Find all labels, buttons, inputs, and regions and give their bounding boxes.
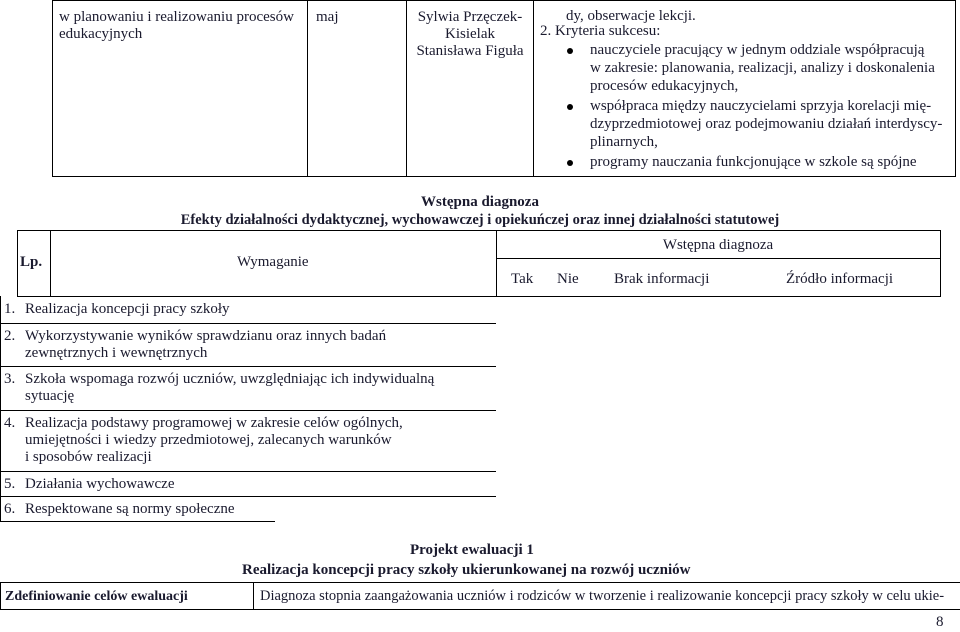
- person-line-1: Sylwia Przęczek-: [417, 9, 523, 25]
- project-title: Projekt ewaluacji 1: [410, 542, 534, 558]
- area-line-2: edukacyjnych: [59, 26, 143, 42]
- bullet-dot: [567, 104, 573, 110]
- header-lp: Lp.: [20, 254, 43, 270]
- row-number: 5.: [4, 476, 16, 492]
- row-number: 4.: [4, 415, 16, 431]
- row-text: i sposobów realizacji: [25, 449, 152, 465]
- row-number: 2.: [4, 328, 16, 344]
- project-goal-value: Diagnoza stopnia zaangażowania uczniów i rodziców w tworzenie i realizowanie koncepcji pracy szkoły w celu ukie-: [260, 588, 945, 604]
- bullet-1-line-2: w zakresie: planowania, realizacji, analizy i doskonalenia: [590, 60, 935, 76]
- row-text: sytuację: [25, 388, 75, 404]
- row-text: zewnętrznych i wewnętrznych: [25, 345, 208, 361]
- header-group: Wstępna diagnoza: [662, 237, 774, 253]
- area-line-1: w planowaniu i realizowaniu procesów: [59, 9, 294, 25]
- diagnosis-title: Wstępna diagnoza: [421, 194, 539, 210]
- header-source: Źródło informacji: [786, 271, 894, 287]
- person-line-3: Stanisława Figuła: [416, 43, 524, 59]
- row-text: Wykorzystywanie wyników sprawdzianu oraz innych badań: [25, 328, 387, 344]
- criteria-heading: 2. Kryteria sukcesu:: [540, 23, 661, 39]
- project-goal-label: Zdefiniowanie celów ewaluacji: [5, 589, 188, 604]
- page-number: 8: [936, 614, 944, 630]
- row-text: umiejętności i wiedzy przedmiotowej, zalecanych warunków: [25, 432, 392, 448]
- detail-first-line: dy, obserwacje lekcji.: [566, 8, 696, 24]
- bullet-1-line-3: procesów edukacyjnych,: [590, 78, 739, 94]
- month-cell: maj: [316, 9, 339, 25]
- project-subtitle: Realizacja koncepcji pracy szkoły ukierunkowanej na rozwój uczniów: [242, 562, 691, 578]
- bullet-dot: [567, 160, 573, 166]
- row-text: Działania wychowawcze: [25, 476, 175, 492]
- row-text: Realizacja podstawy programowej w zakresie celów ogólnych,: [25, 415, 403, 431]
- header-no-info: Brak informacji: [614, 271, 710, 287]
- header-no: Nie: [557, 271, 579, 287]
- bullet-3-line-1: programy nauczania funkcjonujące w szkole są spójne: [590, 154, 917, 170]
- bullet-2-line-2: dzyprzedmiotowej oraz podejmowaniu działań interdyscy-: [590, 116, 943, 132]
- diagnosis-subtitle: Efekty działalności dydaktycznej, wychowawczej i opiekuńczej oraz innej działalności statutowej: [180, 212, 780, 228]
- row-number: 3.: [4, 371, 16, 387]
- row-text: Realizacja koncepcji pracy szkoły: [25, 301, 230, 317]
- bullet-2-line-1: współpraca między nauczycielami sprzyja korelacji mię-: [590, 98, 932, 114]
- header-yes: Tak: [511, 271, 534, 287]
- row-number: 1.: [4, 301, 16, 317]
- header-requirement: Wymaganie: [237, 254, 309, 270]
- row-number: 6.: [4, 501, 16, 517]
- row-text: Respektowane są normy społeczne: [25, 501, 235, 517]
- person-line-2: Kisielak: [445, 26, 495, 42]
- row-text: Szkoła wspomaga rozwój uczniów, uwzględniając ich indywidualną: [25, 371, 435, 387]
- bullet-1-line-1: nauczyciele pracujący w jednym oddziale współpracują: [590, 42, 925, 58]
- bullet-dot: [567, 48, 573, 54]
- bullet-2-line-3: plinarnych,: [590, 134, 658, 150]
